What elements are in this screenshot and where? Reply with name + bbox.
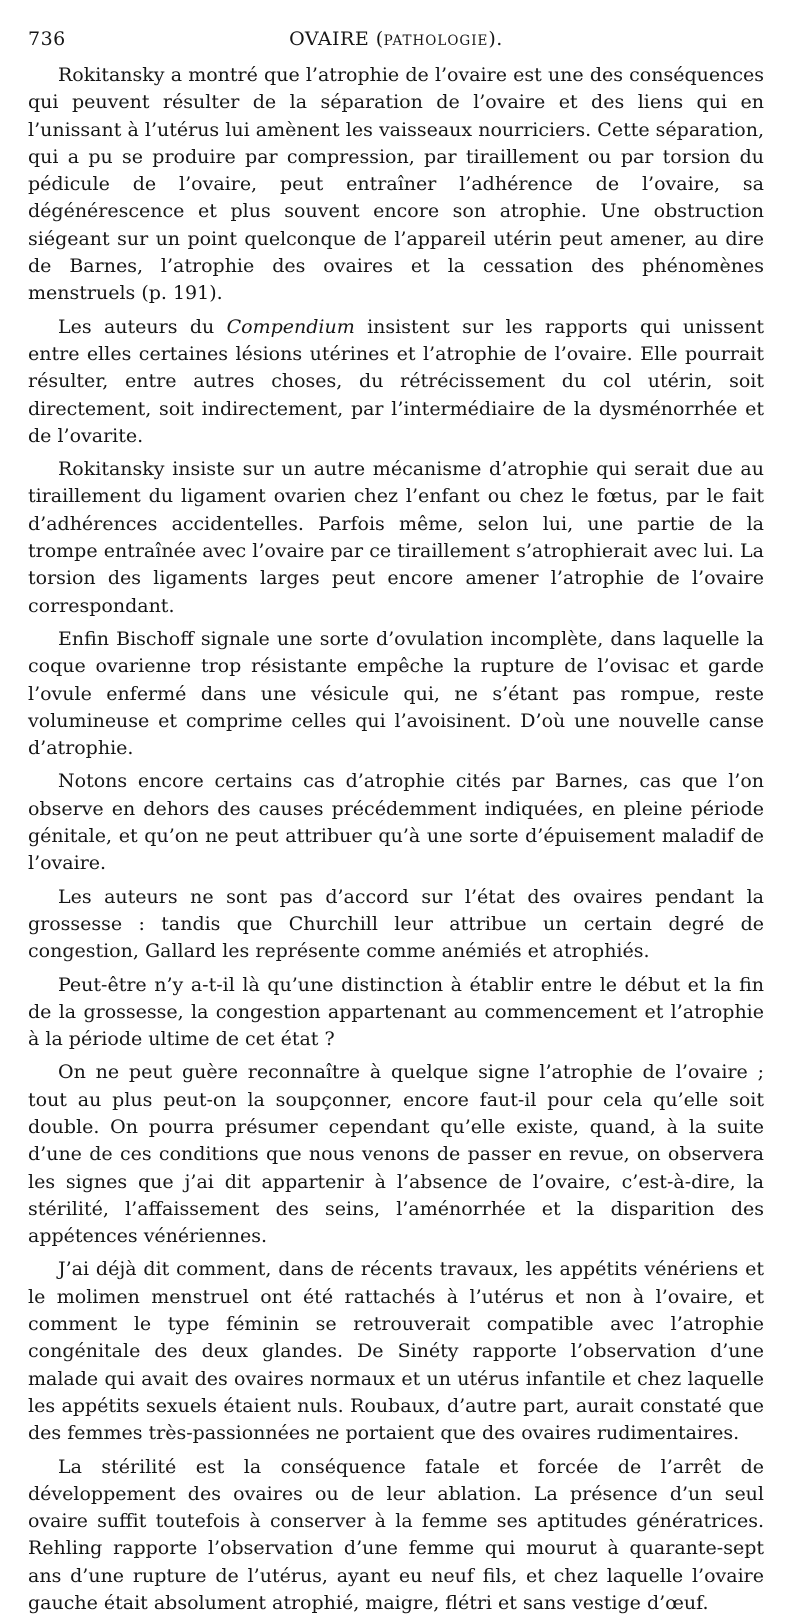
paragraph: Notons encore certains cas d’atrophie cités par Barnes, cas que l’on observe en dehors des causes précédemment indiquées, en pleine période génitale, et qu’on ne peut attribuer qu’à une sorte d’épuisement maladif de l’ovaire. [28,770,764,875]
running-head [28,28,764,50]
paragraph: Peut-être n’y a-t-il là qu’une distinction à établir entre le début et la fin de la grossesse, la congestion appartenant au commencement et l’atrophie à la période ultime de cet état ? [28,973,764,1051]
paragraph-text: insistent sur les rapports qui unissent entre elles certaines lésions utérines et l’atrophie de l’ovaire. Elle pourrait résulter, entre autres choses, du rétrécissement du col utérin, soit directement, soit indirectement, par l’intermédiaire de la dysménorrhée et de l’ovarite. [28,315,764,447]
paragraph: La stérilité est la conséquence fatale et forcée de l’arrêt de développement des ovaires ou de leur ablation. La présence d’un seul ovaire suffit toutefois à conserver à la femme ses aptitudes génératrices. Rehling rapporte l’observation d’une femme qui mourut à quarante-sept ans d’une rupture de l’utérus, ayant eu neuf fils, et chez laquelle l’ovaire gauche était absolument atrophié, maigre, flétri et sans vestige d’œuf. [28,1455,764,1615]
document-page [28,28,764,1623]
italic-title: Compendium [226,315,355,338]
page-number: 736 [28,28,66,50]
running-head-subtitle: PATHOLOGIE [383,33,489,49]
paragraph: Rokitansky insiste sur un autre mécanisme d’atrophie qui serait due au tiraillement du ligament ovarien chez l’enfant ou chez le fœtus, par le fait d’adhérences accidentelles. Parfois même, selon lui, une partie de la trompe entraînée avec l’ovaire par ce tiraillement s’atrophierait avec lui. La torsion des ligaments larges peut encore amener l’atrophie de l’ovaire correspondant. [28,458,764,617]
paragraph [28,314,764,450]
paragraph: Les auteurs ne sont pas d’accord sur l’état des ovaires pendant la grossesse : tandis que Churchill leur attribue un certain degré de congestion, Gallard les représente comme anémiés et atrophiés. [28,885,764,963]
paragraph: On ne peut guère reconnaître à quelque signe l’atrophie de l’ovaire ; tout au plus peut-on la soupçonner, encore faut-il pour cela qu’elle soit double. On pourra présumer cependant qu’elle existe, quand, à la suite d’une de ces conditions que nous venons de passer en revue, on observera les signes que j’ai dit appartenir à l’absence de l’ovaire, c’est-à-dire, la stérilité, l’affaissement des seins, l’aménorrhée et la disparition des appétences vénériennes. [28,1061,764,1248]
body-text [28,62,764,1617]
running-head-main: OVAIRE ( [289,28,384,50]
paragraph: Enfin Bischoff signale une sorte d’ovulation incomplète, dans laquelle la coque ovarienne trop résistante empêche la rupture de l’ovisac et garde l’ovule enfermé dans une vésicule qui, ne s’étant pas rompue, reste volumineuse et comprime celles qui l’avoisinent. D’où une nouvelle canse d’atrophie. [28,627,764,760]
page-header [28,28,764,62]
running-head-end: ). [488,28,503,50]
paragraph-text: Les auteurs du [58,315,227,338]
paragraph: J’ai déjà dit comment, dans de récents travaux, les appétits vénériens et le molimen menstruel ont été rattachés à l’utérus et non à l’ovaire, et comment le type féminin se retrouverait compatible avec l’atrophie congénitale des deux glandes. De Sinéty rapporte l’observation d’une malade qui avait des ovaires normaux et un utérus infantile et chez laquelle les appétits sexuels étaient nuls. Roubaux, d’autre part, aurait constaté que des femmes très-passionnées ne portaient que des ovaires rudimentaires. [28,1258,764,1445]
paragraph: Rokitansky a montré que l’atrophie de l’ovaire est une des conséquences qui peuvent résulter de la séparation de l’ovaire et des liens qui en l’unissant à l’utérus lui amènent les vaisseaux nourriciers. Cette séparation, qui a pu se produire par compression, par tiraillement ou par torsion du pédicule de l’ovaire, peut entraîner l’adhérence de l’ovaire, sa dégénérescence et plus souvent encore son atrophie. Une obstruction siégeant sur un point quelconque de l’appareil utérin peut amener, au dire de Barnes, l’atrophie des ovaires et la cessation des phénomènes menstruels (p. 191). [28,64,764,305]
